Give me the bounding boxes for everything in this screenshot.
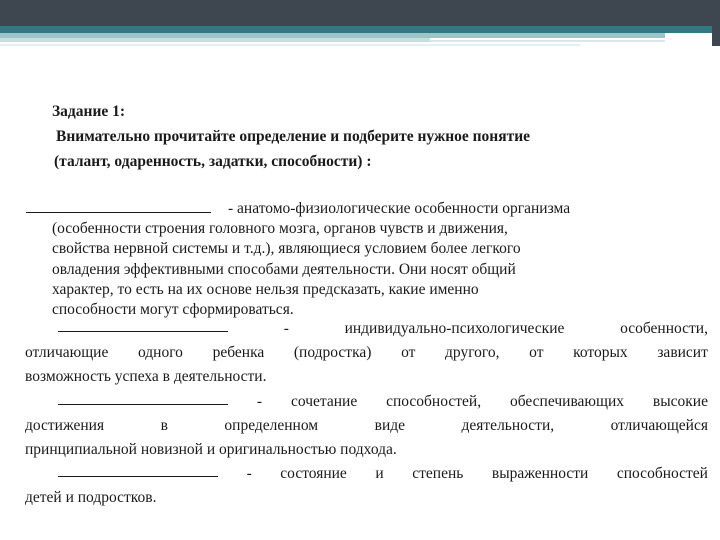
answer-blank[interactable] (58, 462, 218, 477)
definition-text: - анатомо-физиологические особенности организма (228, 200, 571, 217)
definition-word: индивидуально-психологические (344, 320, 565, 337)
task-heading (52, 99, 692, 174)
answer-blank[interactable] (26, 198, 211, 213)
definition-1 (52, 198, 692, 320)
definition-word: степень (412, 465, 464, 482)
header-stripe (430, 40, 665, 42)
definition-word: другого, (445, 343, 500, 361)
definition-word: особенности, (620, 320, 708, 337)
definition-text: принципиальной новизной и оригинальностью подхода. (25, 440, 397, 458)
definition-word: от (401, 343, 416, 361)
definition-text: характер, то есть на их основе нельзя предсказать, какие именно (52, 280, 479, 298)
task-instruction: Внимательно прочитайте определение и подберите нужное понятие (56, 128, 531, 145)
definition-word: обеспечивающих (509, 393, 624, 410)
definition-word: которых (573, 343, 628, 361)
definition-2 (25, 317, 708, 388)
definition-word: способностей (616, 465, 708, 482)
definition-word: выраженности (491, 465, 589, 482)
definition-word: и (375, 465, 384, 482)
header-accent-bar (0, 26, 720, 33)
definition-4 (25, 462, 708, 510)
definition-word: достижения (25, 416, 105, 434)
header-corner (712, 26, 720, 46)
header-stripe (0, 44, 580, 46)
definition-word: сочетание (290, 393, 358, 410)
answer-blank[interactable] (58, 390, 228, 405)
header-bar (0, 0, 720, 26)
definition-word: от (529, 343, 544, 361)
definition-text: (особенности строения головного мозга, органов чувств и движения, (52, 220, 508, 238)
definition-word: ребенка (212, 343, 265, 361)
definition-word: - (283, 320, 289, 337)
definition-word: высокие (652, 393, 708, 410)
definition-word: - (246, 465, 252, 482)
definition-word: зависит (657, 343, 708, 361)
definition-word: в (160, 416, 168, 434)
definition-word: способностей, (386, 393, 482, 410)
definition-word: отличающейся (610, 416, 708, 434)
definition-3 (25, 390, 708, 461)
definition-text: свойства нервной системы и т.д.), являющиеся условием более легкого (52, 240, 521, 258)
header-stripe (0, 38, 430, 42)
definition-word: состояние (280, 465, 347, 482)
definition-word: (подростка) (293, 343, 372, 361)
task-options: (талант, одаренность, задатки, способности) : (54, 153, 372, 170)
definition-text: возможность успеха в деятельности. (25, 367, 267, 385)
definition-text: овладения эффективными способами деятельности. Они носят общий (52, 260, 516, 278)
definition-word: определенном (224, 416, 319, 434)
answer-blank[interactable] (58, 317, 228, 332)
definition-text: детей и подростков. (25, 488, 157, 506)
definition-word: одного (137, 343, 183, 361)
task-title: Задание 1: (52, 103, 126, 120)
definition-word: деятельности, (461, 416, 555, 434)
definition-word: отличающие (25, 343, 109, 361)
definition-text: способности могут сформироваться. (52, 301, 294, 319)
definition-word: виде (374, 416, 406, 434)
definition-word: - (256, 393, 263, 410)
